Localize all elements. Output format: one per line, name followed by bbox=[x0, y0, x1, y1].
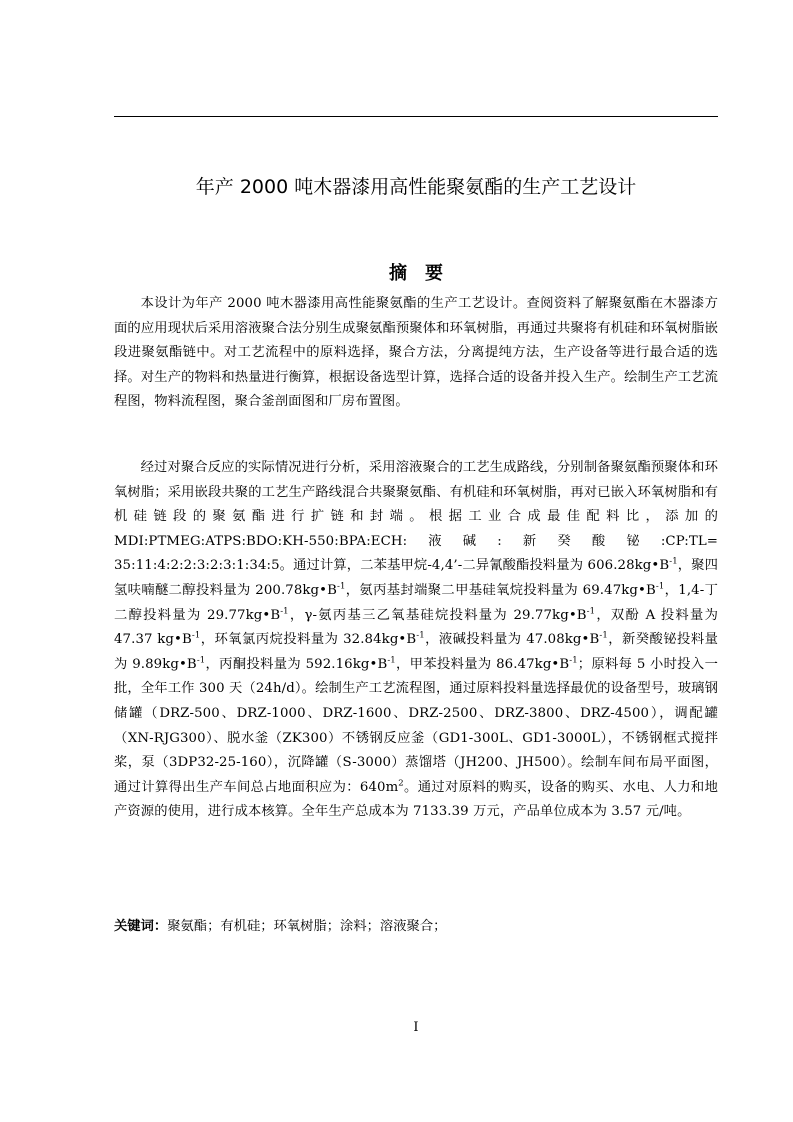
text-segment: 。通过对原料的购买，设备的购买、水电、人力和地产资源的使用，进行成本核算。全年生产总成本为 7133.39 万元，产品单位成本为 3.57 元/吨。 bbox=[114, 779, 718, 820]
page-number: I bbox=[413, 1020, 419, 1035]
superscript: -1 bbox=[655, 581, 665, 592]
text-segment: ，γ-氨丙基三乙氧基硅烷投料量为 29.77kg•B bbox=[288, 607, 587, 623]
superscript: -1 bbox=[387, 655, 396, 666]
abstract-heading: 摘 要 bbox=[389, 263, 443, 284]
text-segment: ，氨丙基封端聚二甲基硅氧烷投料量为 69.47kg•B bbox=[345, 582, 656, 598]
superscript: -1 bbox=[599, 630, 608, 641]
text-segment: ，甲苯投料量为 86.47kg•B bbox=[395, 656, 570, 672]
superscript: -1 bbox=[416, 630, 425, 641]
text-segment: ；原料每 5 小时投入一批，全年工作 300 天（24h/d）。绘制生产工艺流程图，通过原料投料量选择最优的设备型号，玻璃钢储罐（DRZ-500、DRZ-1000、DRZ-1600、DRZ-2500、DRZ-3800、DRZ-4500），调配罐（XN-RJG300）、脱水釜（ZK300）不锈钢反应釜（GD1-300L、GD1-3000L），不锈钢框式搅拌桨，泵（3DP32-25-160），沉降罐（S-3000）蒸馏塔（JH200、JH500）。绘制车间布局平面图，通过计算得出生产车间总占地面积应为：640m bbox=[114, 656, 718, 795]
superscript: -1 bbox=[569, 655, 578, 666]
text-segment: ，1,4-丁二醇投料量为 29.77kg•B bbox=[114, 582, 718, 623]
abstract-paragraph-2 bbox=[114, 456, 718, 825]
superscript: -1 bbox=[586, 606, 596, 617]
text-segment: ，新癸酸铋投料量为 9.89kg•B bbox=[114, 632, 718, 672]
text-segment: ，聚四氢呋喃醚二醇投料量为 200.78kg•B bbox=[114, 558, 718, 598]
text-segment: ，环氧氯丙烷投料量为 32.84kg•B bbox=[200, 632, 417, 648]
text-segment: ，双酚 A 投料量为 47.37 kg•B bbox=[114, 607, 718, 648]
superscript: 2 bbox=[398, 778, 404, 789]
keywords-line bbox=[114, 915, 718, 934]
keywords-label: 关键词： bbox=[114, 919, 168, 934]
superscript: -1 bbox=[669, 556, 678, 567]
header-rule bbox=[114, 116, 718, 117]
keywords-text: 聚氨酯；有机硅；环氧树脂；涂料；溶液聚合； bbox=[167, 919, 447, 934]
superscript: -1 bbox=[196, 655, 206, 666]
text-segment: ，液碱投料量为 47.08kg•B bbox=[424, 632, 600, 648]
superscript: -1 bbox=[336, 581, 346, 592]
superscript: -1 bbox=[280, 606, 289, 617]
superscript: -1 bbox=[191, 630, 201, 641]
abstract-paragraph-1: 本设计为年产 2000 吨木器漆用高性能聚氨酯的生产工艺设计。查阅资料了解聚氨酯在木器漆方面的应用现状后采用溶液聚合法分别生成聚氨酯预聚体和环氧树脂，再通过共聚将有机硅和环氧树脂嵌段进聚氨酯链中。对工艺流程中的原料选择，聚合方法，分离提纯方法，生产设备等进行最合适的选择。对生产的物料和热量进行衡算，根据设备选型计算，选择合适的设备并投入生产。绘制生产工艺流程图，物料流程图，聚合釜剖面图和厂房布置图。 bbox=[114, 296, 718, 410]
text-segment: 经过对聚合反应的实际情况进行分析，采用溶液聚合的工艺生成路线，分别制备聚氨酯预聚体和环氧树脂；采用嵌段共聚的工艺生产路线混合共聚聚氨酯、有机硅和环氧树脂，再对已嵌入环氧树脂和有机硅链段的聚氨酯进行扩链和封端。根据工业合成最佳配料比，添加的 MDI:PTMEG:ATPS:BDO:KH-550:BPA:ECH:液碱:新癸酸铋:CP:TL= 35:11:4:2:2:3:2:3:1:34:5。通过计算，二苯基甲烷-4,4’-二异氰酸酯投料量为 606.28kg•B bbox=[114, 460, 718, 574]
text-segment: ，丙酮投料量为 592.16kg•B bbox=[205, 656, 388, 672]
document-title: 年产 2000 吨木器漆用高性能聚氨酯的生产工艺设计 bbox=[195, 176, 637, 198]
